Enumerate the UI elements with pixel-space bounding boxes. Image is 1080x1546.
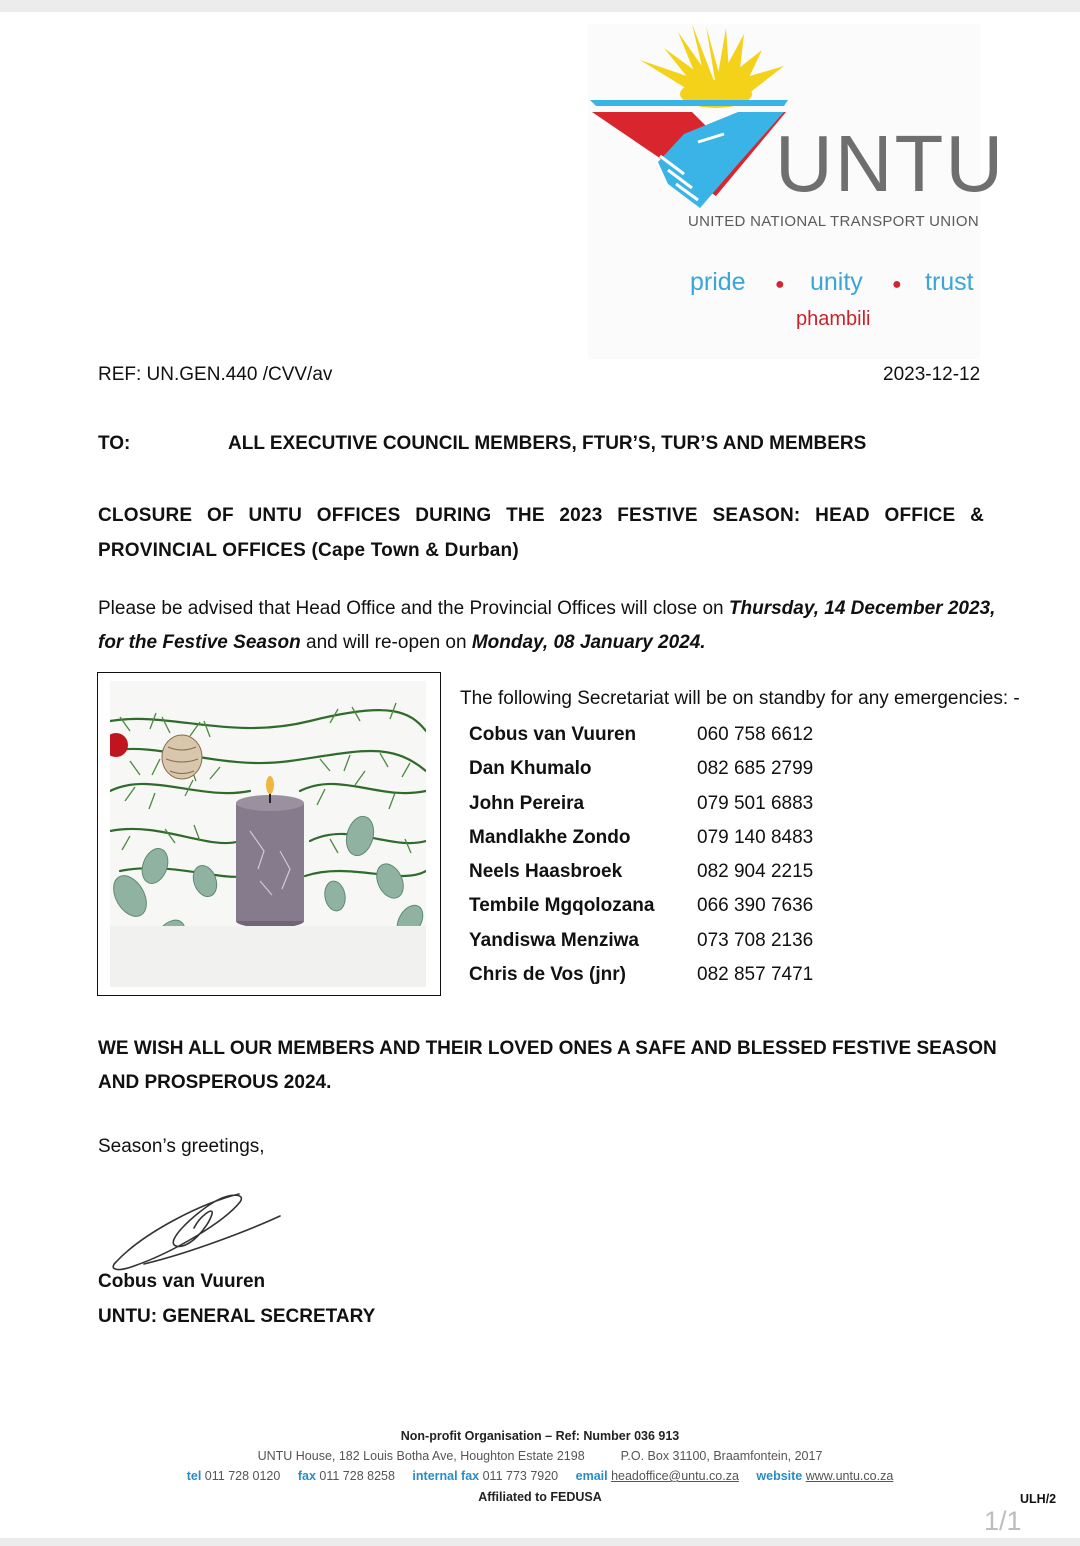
- contact-phone: 073 708 2136: [697, 929, 814, 951]
- logo-full-name: UNITED NATIONAL TRANSPORT UNION: [688, 213, 980, 230]
- contact-name: Cobus van Vuuren: [469, 724, 637, 745]
- contact-row: [469, 861, 813, 895]
- contact-row: [469, 724, 813, 758]
- standby-contacts-list: [469, 724, 813, 998]
- notice-text: and will re-open on: [300, 632, 472, 653]
- subject-word: THE: [506, 505, 545, 526]
- contact-phone: 079 140 8483: [697, 826, 814, 848]
- contact-name: Yandiswa Menziwa: [469, 929, 639, 951]
- closure-notice: [98, 592, 998, 660]
- email-link[interactable]: headoffice@untu.co.za: [611, 1469, 739, 1483]
- to-label: TO:: [98, 433, 131, 454]
- contact-name: Chris de Vos (jnr): [469, 964, 626, 986]
- website-label: website: [756, 1469, 803, 1483]
- to-recipients: ALL EXECUTIVE COUNCIL MEMBERS, FTUR’S, TUR’S AND MEMBERS: [228, 433, 867, 454]
- slogan-unity: unity: [810, 268, 863, 296]
- letter-date: 2023-12-12: [883, 364, 981, 385]
- contact-name: John Pereira: [469, 792, 585, 814]
- fax-label: fax: [297, 1469, 316, 1483]
- contact-row: [469, 964, 813, 998]
- contact-phone: 082 904 2215: [697, 861, 814, 883]
- signer-title: UNTU: GENERAL SECRETARY: [98, 1306, 376, 1327]
- contact-row: [469, 793, 813, 827]
- subject-line-1: [98, 498, 984, 533]
- subject-word: OFFICES: [316, 505, 401, 526]
- subject-word: CLOSURE: [98, 505, 193, 526]
- subject-word: FESTIVE: [617, 505, 698, 526]
- tel-number: 011 728 0120: [204, 1469, 281, 1483]
- subject-word: 2023: [559, 505, 603, 526]
- slogan-pride: pride: [690, 268, 746, 296]
- contact-phone: 082 857 7471: [697, 964, 814, 986]
- email-label: email: [575, 1469, 608, 1483]
- document-code: ULH/2: [1020, 1492, 1057, 1506]
- contact-row: [469, 895, 813, 929]
- contact-row: [469, 827, 813, 861]
- subject-word: &: [970, 505, 984, 526]
- reopen-date: Monday, 08 January 2024.: [471, 632, 706, 653]
- subject-word: DURING: [415, 505, 492, 526]
- subject-heading: [98, 498, 984, 568]
- page-indicator: 1/1: [984, 1506, 1022, 1536]
- contact-phone: 060 758 6612: [697, 724, 814, 745]
- website-link[interactable]: www.untu.co.za: [805, 1469, 894, 1483]
- footer-contact-line: [0, 1469, 1080, 1483]
- subject-word: HEAD: [815, 505, 870, 526]
- footer-address: UNTU House, 182 Louis Botha Ave, Houghton Estate 2198: [257, 1449, 585, 1463]
- contact-phone: 066 390 7636: [697, 895, 814, 917]
- contact-name: Neels Haasbroek: [469, 861, 623, 883]
- greeting: Season’s greetings,: [98, 1136, 265, 1157]
- slogan-dot-1: ●: [775, 276, 785, 293]
- footer-address-line: [0, 1449, 1080, 1463]
- standby-intro: The following Secretariat will be on standby for any emergencies: -: [460, 688, 1020, 709]
- contact-row: [469, 930, 813, 964]
- contact-name: Tembile Mgqolozana: [469, 895, 655, 917]
- subject-line-2: PROVINCIAL OFFICES (Cape Town & Durban): [98, 540, 519, 561]
- footer-affiliation: Affiliated to FEDUSA: [478, 1490, 602, 1504]
- candle-greenery-photo: [110, 681, 426, 987]
- slogan-trust: trust: [925, 268, 974, 296]
- festive-photo-frame: [97, 672, 441, 996]
- contact-phone: 082 685 2799: [697, 758, 814, 780]
- subject-word: OF: [207, 505, 234, 526]
- footer-npo: Non-profit Organisation – Ref: Number 036 913: [400, 1429, 680, 1443]
- contact-name: Mandlakhe Zondo: [469, 826, 631, 848]
- notice-text: Please be advised that Head Office and the Provincial Offices will close on: [98, 598, 729, 619]
- internal-fax-number: 011 773 7920: [482, 1469, 559, 1483]
- logo-wordmark: UNTU: [775, 119, 1006, 208]
- tel-label: tel: [186, 1469, 202, 1483]
- festive-wish: WE WISH ALL OUR MEMBERS AND THEIR LOVED ONES A SAFE AND BLESSED FESTIVE SEASON AND PROSPEROUS 2024.: [98, 1038, 997, 1093]
- subject-word: OFFICE: [884, 505, 956, 526]
- subject-word: UNTU: [248, 505, 303, 526]
- signer-name: Cobus van Vuuren: [98, 1271, 266, 1292]
- closure-date: Thursday, 14 December 2023, for the Festive Season: [98, 598, 996, 653]
- slogan-phambili: phambili: [796, 308, 871, 330]
- handwritten-signature: [104, 1172, 294, 1282]
- contact-name: Dan Khumalo: [469, 758, 592, 780]
- footer-po-box: P.O. Box 31100, Braamfontein, 2017: [620, 1449, 823, 1463]
- contact-row: [469, 758, 813, 792]
- document-page: [0, 12, 1080, 1538]
- reference-number: REF: UN.GEN.440 /CVV/av: [98, 364, 333, 385]
- subject-word: SEASON:: [712, 505, 801, 526]
- internal-fax-label: internal fax: [412, 1469, 480, 1483]
- fax-number: 011 728 8258: [319, 1469, 395, 1483]
- contact-phone: 079 501 6883: [697, 792, 814, 814]
- slogan-dot-2: ●: [892, 276, 902, 293]
